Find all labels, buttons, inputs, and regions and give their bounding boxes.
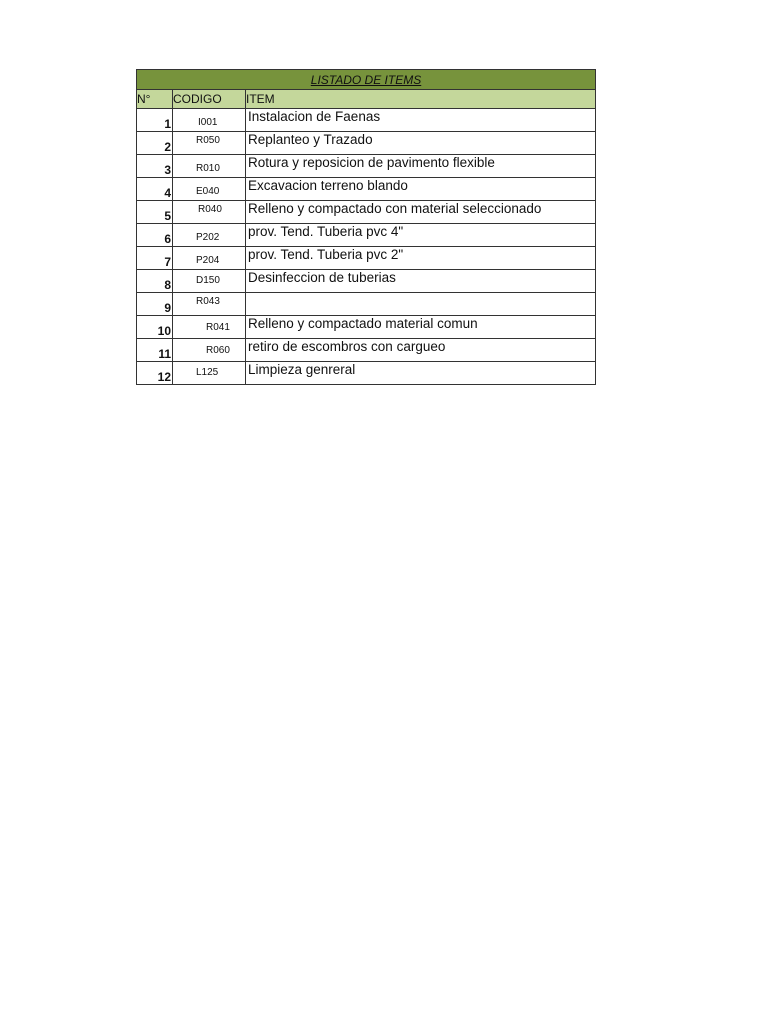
- table-row: [137, 155, 596, 178]
- row-code-text: D150: [196, 274, 220, 286]
- table-title-row: [137, 70, 596, 90]
- table-row: [137, 316, 596, 339]
- table-row: [137, 132, 596, 155]
- row-code: [173, 362, 246, 385]
- row-code-text: R040: [198, 203, 222, 215]
- table-row: [137, 293, 596, 316]
- row-code-text: I001: [198, 116, 218, 128]
- row-number: 10: [137, 316, 173, 339]
- row-number: 12: [137, 362, 173, 385]
- row-code: [173, 155, 246, 178]
- row-code: [173, 293, 246, 316]
- row-code-text: R060: [206, 344, 230, 356]
- row-number: 11: [137, 339, 173, 362]
- row-number: 1: [137, 109, 173, 132]
- row-number: 7: [137, 247, 173, 270]
- row-number: 8: [137, 270, 173, 293]
- row-item: Instalacion de Faenas: [246, 109, 596, 132]
- row-number: 4: [137, 178, 173, 201]
- table-row: [137, 224, 596, 247]
- row-code: [173, 339, 246, 362]
- row-item: retiro de escombros con cargueo: [246, 339, 596, 362]
- items-table: [136, 69, 596, 385]
- row-item: Desinfeccion de tuberias: [246, 270, 596, 293]
- row-code: [173, 109, 246, 132]
- column-header-code: CODIGO: [173, 90, 246, 109]
- row-code: [173, 201, 246, 224]
- row-item: [246, 293, 596, 316]
- row-code: [173, 247, 246, 270]
- table-header-row: [137, 90, 596, 109]
- table-row: [137, 178, 596, 201]
- row-item: Excavacion terreno blando: [246, 178, 596, 201]
- row-number: 9: [137, 293, 173, 316]
- row-number: 5: [137, 201, 173, 224]
- row-code-text: R041: [206, 321, 230, 333]
- column-header-number: N°: [137, 90, 173, 109]
- row-item: Relleno y compactado material comun: [246, 316, 596, 339]
- row-code: [173, 132, 246, 155]
- row-code: [173, 270, 246, 293]
- row-code-text: P202: [196, 231, 220, 243]
- row-code: [173, 224, 246, 247]
- row-number: 6: [137, 224, 173, 247]
- row-item: Replanteo y Trazado: [246, 132, 596, 155]
- row-item: prov. Tend. Tuberia pvc 4": [246, 224, 596, 247]
- row-code: [173, 178, 246, 201]
- column-header-item: ITEM: [246, 90, 596, 109]
- row-item: Relleno y compactado con material seleccionado: [246, 201, 596, 224]
- table-row: [137, 247, 596, 270]
- row-code-text: L125: [196, 366, 219, 378]
- row-code-text: R043: [196, 295, 220, 307]
- row-number: 2: [137, 132, 173, 155]
- row-item: Limpieza genreral: [246, 362, 596, 385]
- row-code: [173, 316, 246, 339]
- row-item: prov. Tend. Tuberia pvc 2": [246, 247, 596, 270]
- table-title: LISTADO DE ITEMS: [137, 70, 596, 90]
- table-row: [137, 109, 596, 132]
- row-number: 3: [137, 155, 173, 178]
- row-code-text: R050: [196, 134, 220, 146]
- table-row: [137, 270, 596, 293]
- row-item: Rotura y reposicion de pavimento flexible: [246, 155, 596, 178]
- row-code-text: P204: [196, 254, 220, 266]
- table-row: [137, 362, 596, 385]
- row-code-text: R010: [196, 162, 220, 174]
- table-row: [137, 201, 596, 224]
- table-row: [137, 339, 596, 362]
- row-code-text: E040: [196, 185, 220, 197]
